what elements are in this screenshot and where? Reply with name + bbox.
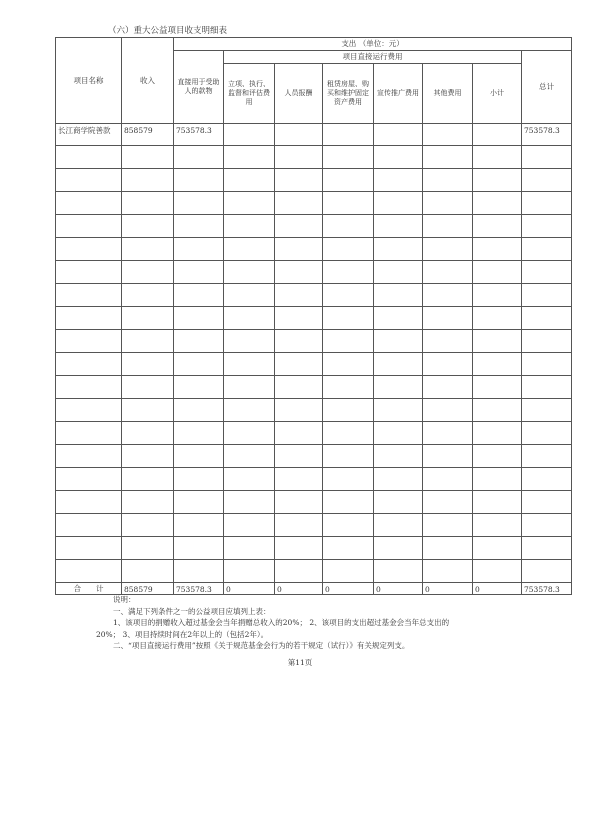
cell-name — [56, 146, 122, 169]
cell-other — [423, 399, 473, 422]
cell-name — [56, 284, 122, 307]
cell-rent — [323, 146, 374, 169]
cell-direct — [174, 307, 224, 330]
cell-income — [122, 376, 174, 399]
cell-staff — [275, 399, 323, 422]
cell-establish — [224, 537, 275, 560]
cell-name — [56, 468, 122, 491]
table-row — [56, 376, 572, 399]
cell-staff — [275, 124, 323, 146]
notes-heading: 说明： — [113, 595, 136, 604]
cell-income — [122, 307, 174, 330]
cell-other — [423, 146, 473, 169]
cell-direct — [174, 146, 224, 169]
cell-name — [56, 560, 122, 583]
cell-name — [56, 353, 122, 376]
cell-name — [56, 491, 122, 514]
cell-promo — [374, 330, 423, 353]
cell-other — [423, 537, 473, 560]
cell-rent — [323, 468, 374, 491]
cell-income — [122, 422, 174, 445]
cell-subtotal — [473, 537, 522, 560]
cell-total — [522, 445, 572, 468]
cell-direct — [174, 330, 224, 353]
cell-direct — [174, 376, 224, 399]
table-row — [56, 284, 572, 307]
cell-rent — [323, 330, 374, 353]
cell-total — [522, 215, 572, 238]
table-row — [56, 307, 572, 330]
cell-staff — [275, 422, 323, 445]
cell-subtotal — [473, 491, 522, 514]
cell-promo — [374, 422, 423, 445]
table-row — [56, 146, 572, 169]
cell-total — [522, 537, 572, 560]
cell-staff — [275, 192, 323, 215]
cell-total — [522, 284, 572, 307]
cell-other — [423, 468, 473, 491]
cell-promo — [374, 124, 423, 146]
cell-establish — [224, 491, 275, 514]
cell-subtotal — [473, 215, 522, 238]
totals-income: 858579 — [122, 583, 174, 595]
cell-establish — [224, 353, 275, 376]
totals-promo: 0 — [374, 583, 423, 595]
cell-income — [122, 353, 174, 376]
header-rent: 租赁房屋、购买和维护固定资产费用 — [323, 64, 374, 124]
cell-establish — [224, 445, 275, 468]
table-row — [56, 238, 572, 261]
cell-income — [122, 192, 174, 215]
cell-promo — [374, 307, 423, 330]
notes-line-1: 一、满足下列条件之一的公益项目应填列上表： — [113, 606, 271, 616]
header-other: 其他费用 — [423, 64, 473, 124]
cell-staff — [275, 514, 323, 537]
cell-subtotal — [473, 376, 522, 399]
cell-name — [56, 261, 122, 284]
cell-staff — [275, 537, 323, 560]
totals-establish: 0 — [224, 583, 275, 595]
cell-subtotal — [473, 169, 522, 192]
cell-income — [122, 445, 174, 468]
table-row — [56, 560, 572, 583]
cell-promo — [374, 284, 423, 307]
cell-total — [522, 514, 572, 537]
cell-direct: 753578.3 — [174, 124, 224, 146]
cell-subtotal — [473, 422, 522, 445]
cell-establish — [224, 124, 275, 146]
cell-total — [522, 261, 572, 284]
cell-income — [122, 169, 174, 192]
cell-total — [522, 353, 572, 376]
table-row — [56, 445, 572, 468]
table-row — [56, 491, 572, 514]
cell-establish — [224, 307, 275, 330]
totals-staff: 0 — [275, 583, 323, 595]
cell-promo — [374, 491, 423, 514]
cell-total — [522, 560, 572, 583]
header-total: 总计 — [522, 51, 572, 124]
header-income: 收入 — [122, 38, 174, 124]
header-direct-ops-group: 项目直接运行费用 — [224, 51, 522, 64]
cell-establish — [224, 192, 275, 215]
cell-total — [522, 468, 572, 491]
notes-line-2: 1、该项目的捐赠收入超过基金会当年捐赠总收入的20%； 2、该项目的支出超过基金会当年总支出的 — [113, 618, 450, 627]
cell-subtotal — [473, 284, 522, 307]
cell-rent — [323, 537, 374, 560]
cell-staff — [275, 261, 323, 284]
notes — [96, 594, 526, 652]
cell-promo — [374, 560, 423, 583]
cell-promo — [374, 376, 423, 399]
cell-name — [56, 192, 122, 215]
cell-name — [56, 215, 122, 238]
table-row — [56, 124, 572, 146]
cell-other — [423, 192, 473, 215]
cell-total — [522, 330, 572, 353]
table-row — [56, 261, 572, 284]
cell-subtotal — [473, 353, 522, 376]
cell-other — [423, 445, 473, 468]
cell-other — [423, 376, 473, 399]
cell-subtotal — [473, 560, 522, 583]
cell-establish — [224, 422, 275, 445]
header-expense-group: 支出 （单位：元） — [174, 38, 572, 51]
cell-direct — [174, 514, 224, 537]
cell-name: 长江商学院善款 — [56, 124, 122, 146]
cell-name — [56, 376, 122, 399]
table-row — [56, 215, 572, 238]
cell-total — [522, 238, 572, 261]
cell-rent — [323, 376, 374, 399]
cell-name — [56, 238, 122, 261]
cell-rent — [323, 560, 374, 583]
cell-other — [423, 353, 473, 376]
cell-subtotal — [473, 445, 522, 468]
cell-name — [56, 399, 122, 422]
cell-income — [122, 399, 174, 422]
cell-promo — [374, 169, 423, 192]
cell-rent — [323, 261, 374, 284]
cell-name — [56, 537, 122, 560]
cell-rent — [323, 124, 374, 146]
table-row — [56, 169, 572, 192]
cell-subtotal — [473, 261, 522, 284]
table-row — [56, 514, 572, 537]
cell-establish — [224, 146, 275, 169]
cell-income — [122, 491, 174, 514]
cell-staff — [275, 215, 323, 238]
table-row — [56, 468, 572, 491]
page-title: （六）重大公益项目收支明细表 — [108, 26, 228, 36]
cell-income — [122, 514, 174, 537]
cell-other — [423, 261, 473, 284]
cell-other — [423, 284, 473, 307]
cell-subtotal — [473, 307, 522, 330]
cell-name — [56, 307, 122, 330]
cell-subtotal — [473, 514, 522, 537]
cell-rent — [323, 307, 374, 330]
cell-promo — [374, 192, 423, 215]
totals-total: 753578.3 — [522, 583, 572, 595]
cell-promo — [374, 353, 423, 376]
cell-other — [423, 124, 473, 146]
cell-total — [522, 491, 572, 514]
totals-direct: 753578.3 — [174, 583, 224, 595]
cell-direct — [174, 215, 224, 238]
cell-promo — [374, 468, 423, 491]
cell-other — [423, 330, 473, 353]
cell-rent — [323, 192, 374, 215]
table-row — [56, 537, 572, 560]
cell-name — [56, 330, 122, 353]
cell-income — [122, 284, 174, 307]
cell-staff — [275, 560, 323, 583]
cell-staff — [275, 284, 323, 307]
cell-promo — [374, 445, 423, 468]
cell-other — [423, 169, 473, 192]
cell-direct — [174, 261, 224, 284]
cell-promo — [374, 238, 423, 261]
cell-name — [56, 169, 122, 192]
cell-rent — [323, 445, 374, 468]
cell-rent — [323, 514, 374, 537]
cell-promo — [374, 514, 423, 537]
cell-total: 753578.3 — [522, 124, 572, 146]
cell-subtotal — [473, 124, 522, 146]
cell-establish — [224, 468, 275, 491]
cell-direct — [174, 422, 224, 445]
cell-income — [122, 146, 174, 169]
cell-establish — [224, 215, 275, 238]
cell-subtotal — [473, 399, 522, 422]
cell-subtotal — [473, 238, 522, 261]
cell-income — [122, 330, 174, 353]
cell-direct — [174, 445, 224, 468]
cell-total — [522, 169, 572, 192]
cell-rent — [323, 399, 374, 422]
cell-direct — [174, 353, 224, 376]
cell-subtotal — [473, 192, 522, 215]
cell-rent — [323, 215, 374, 238]
cell-direct — [174, 560, 224, 583]
cell-subtotal — [473, 330, 522, 353]
header-project-name: 项目名称 — [56, 38, 122, 124]
header-row-1 — [56, 38, 572, 51]
cell-total — [522, 146, 572, 169]
cell-income — [122, 261, 174, 284]
cell-income — [122, 215, 174, 238]
table-row — [56, 353, 572, 376]
cell-establish — [224, 514, 275, 537]
cell-promo — [374, 261, 423, 284]
cell-direct — [174, 491, 224, 514]
cell-staff — [275, 376, 323, 399]
cell-staff — [275, 491, 323, 514]
cell-total — [522, 422, 572, 445]
cell-establish — [224, 169, 275, 192]
header-subtotal: 小计 — [473, 64, 522, 124]
cell-staff — [275, 353, 323, 376]
header-staff: 人员报酬 — [275, 64, 323, 124]
cell-direct — [174, 537, 224, 560]
cell-other — [423, 514, 473, 537]
table-row — [56, 330, 572, 353]
cell-rent — [323, 238, 374, 261]
cell-direct — [174, 169, 224, 192]
cell-income — [122, 238, 174, 261]
cell-other — [423, 215, 473, 238]
cell-promo — [374, 215, 423, 238]
cell-total — [522, 307, 572, 330]
cell-rent — [323, 284, 374, 307]
table-row — [56, 399, 572, 422]
cell-establish — [224, 284, 275, 307]
totals-label: 合 计 — [56, 583, 122, 595]
cell-rent — [323, 422, 374, 445]
notes-line-3: 20%； 3、项目持续时间在2年以上的（包括2年）。 — [96, 629, 269, 639]
cell-establish — [224, 376, 275, 399]
cell-staff — [275, 169, 323, 192]
table-row — [56, 422, 572, 445]
cell-establish — [224, 261, 275, 284]
totals-rent: 0 — [323, 583, 374, 595]
cell-income: 858579 — [122, 124, 174, 146]
cell-promo — [374, 537, 423, 560]
header-direct-aid: 直接用于受助人的款物 — [174, 51, 224, 124]
project-income-expense-table — [55, 37, 572, 595]
cell-establish — [224, 238, 275, 261]
cell-total — [522, 376, 572, 399]
cell-income — [122, 468, 174, 491]
cell-subtotal — [473, 146, 522, 169]
cell-subtotal — [473, 468, 522, 491]
cell-other — [423, 307, 473, 330]
cell-rent — [323, 353, 374, 376]
cell-establish — [224, 330, 275, 353]
page-number: 第11页 — [287, 658, 313, 667]
cell-name — [56, 422, 122, 445]
notes-line-4: 二、“项目直接运行费用”按照《关于规范基金会行为的若干规定（试行）》有关规定列支。 — [113, 641, 410, 650]
cell-staff — [275, 445, 323, 468]
totals-subtotal: 0 — [473, 583, 522, 595]
cell-establish — [224, 560, 275, 583]
cell-establish — [224, 399, 275, 422]
cell-direct — [174, 238, 224, 261]
header-promo: 宣传推广费用 — [374, 64, 423, 124]
cell-staff — [275, 238, 323, 261]
cell-direct — [174, 284, 224, 307]
cell-direct — [174, 468, 224, 491]
cell-direct — [174, 399, 224, 422]
cell-staff — [275, 146, 323, 169]
cell-staff — [275, 330, 323, 353]
cell-income — [122, 537, 174, 560]
cell-direct — [174, 192, 224, 215]
cell-total — [522, 192, 572, 215]
cell-staff — [275, 307, 323, 330]
table-row — [56, 192, 572, 215]
cell-promo — [374, 399, 423, 422]
cell-staff — [275, 468, 323, 491]
cell-rent — [323, 169, 374, 192]
header-establish: 立项、执行、监督和评估费用 — [224, 64, 275, 124]
cell-other — [423, 422, 473, 445]
cell-name — [56, 514, 122, 537]
cell-total — [522, 399, 572, 422]
totals-other: 0 — [423, 583, 473, 595]
cell-income — [122, 560, 174, 583]
cell-other — [423, 238, 473, 261]
cell-other — [423, 491, 473, 514]
cell-other — [423, 560, 473, 583]
cell-name — [56, 445, 122, 468]
cell-promo — [374, 146, 423, 169]
cell-rent — [323, 491, 374, 514]
